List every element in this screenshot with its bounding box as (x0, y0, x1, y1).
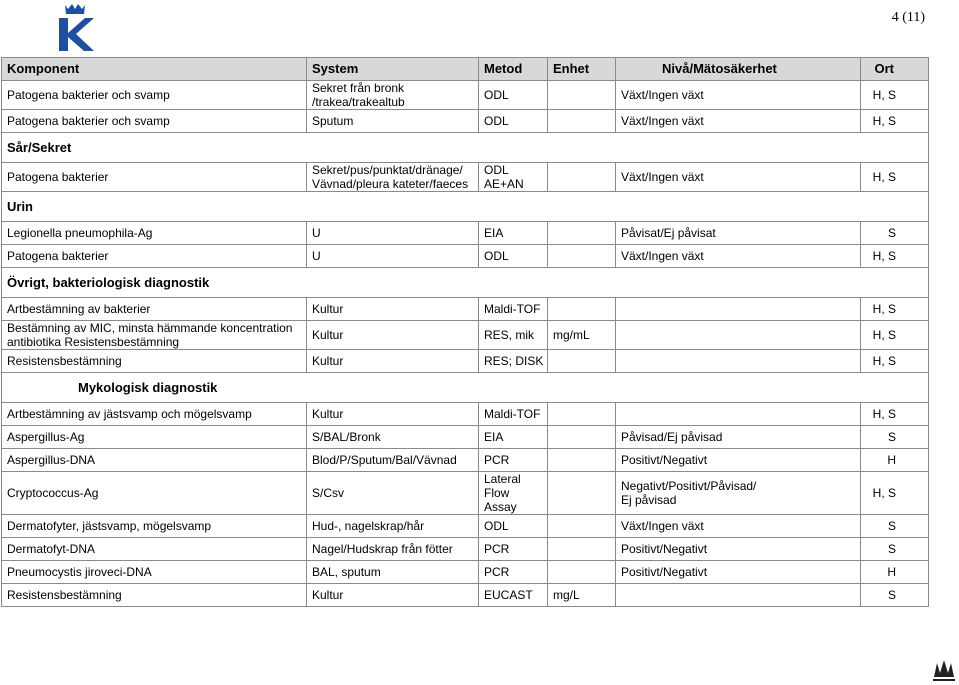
cell-metod: EIA (479, 426, 548, 449)
cell-metod: RES; DISK (479, 350, 548, 373)
analysis-table (1, 57, 929, 607)
cell-metod: PCR (479, 561, 548, 584)
table-row (2, 350, 929, 373)
cell-enhet (548, 163, 616, 192)
header-ort: Ort (861, 58, 929, 81)
cell-komponent: Bestämning av MIC, minsta hämmande koncentration antibiotika Resistensbestämning (2, 321, 307, 350)
karolinska-logo (56, 3, 94, 51)
cell-niva: Växt/Ingen växt (616, 81, 861, 110)
table-row (2, 561, 929, 584)
table-row (2, 81, 929, 110)
cell-system: Sekret från bronk /trakea/trakealtub (307, 81, 479, 110)
cell-niva: Negativt/Positivt/Påvisad/ Ej påvisad (616, 472, 861, 515)
section-title: Urin (2, 192, 929, 222)
section-header-row (2, 373, 929, 403)
header-system: System (307, 58, 479, 81)
header-enhet: Enhet (548, 58, 616, 81)
cell-niva: Positivt/Negativt (616, 561, 861, 584)
table-row (2, 472, 929, 515)
cell-ort: S (861, 222, 929, 245)
table-row (2, 321, 929, 350)
cell-enhet (548, 426, 616, 449)
cell-niva: Positivt/Negativt (616, 538, 861, 561)
cell-system: Nagel/Hudskrap från fötter (307, 538, 479, 561)
cell-niva (616, 584, 861, 607)
cell-niva (616, 350, 861, 373)
cell-ort: S (861, 515, 929, 538)
cell-niva: Växt/Ingen växt (616, 163, 861, 192)
section-title: Mykologisk diagnostik (2, 373, 929, 403)
cell-ort: S (861, 584, 929, 607)
section-title: Övrigt, bakteriologisk diagnostik (2, 268, 929, 298)
cell-komponent: Cryptococcus-Ag (2, 472, 307, 515)
table-row (2, 245, 929, 268)
cell-ort: H, S (861, 321, 929, 350)
cell-system: Kultur (307, 298, 479, 321)
cell-niva: Växt/Ingen växt (616, 110, 861, 133)
table-row (2, 110, 929, 133)
table-row (2, 538, 929, 561)
cell-metod: ODL (479, 110, 548, 133)
cell-metod: RES, mik (479, 321, 548, 350)
cell-niva: Växt/Ingen växt (616, 515, 861, 538)
cell-system: Kultur (307, 350, 479, 373)
cell-system: S/BAL/Bronk (307, 426, 479, 449)
cell-enhet: mg/mL (548, 321, 616, 350)
cell-metod: EUCAST (479, 584, 548, 607)
cell-enhet (548, 561, 616, 584)
cell-ort: S (861, 538, 929, 561)
cell-komponent: Patogena bakterier (2, 163, 307, 192)
section-header-row (2, 133, 929, 163)
cell-komponent: Resistensbestämning (2, 350, 307, 373)
cell-ort: H (861, 561, 929, 584)
cell-komponent: Resistensbestämning (2, 584, 307, 607)
cell-enhet (548, 403, 616, 426)
cell-komponent: Pneumocystis jiroveci-DNA (2, 561, 307, 584)
cell-ort: H (861, 449, 929, 472)
cell-enhet (548, 538, 616, 561)
cell-ort: H, S (861, 403, 929, 426)
cell-enhet (548, 298, 616, 321)
cell-niva: Växt/Ingen växt (616, 245, 861, 268)
cell-komponent: Dermatofyt-DNA (2, 538, 307, 561)
cell-komponent: Aspergillus-DNA (2, 449, 307, 472)
cell-ort: S (861, 426, 929, 449)
cell-metod: ODL (479, 515, 548, 538)
cell-komponent: Artbestämning av bakterier (2, 298, 307, 321)
section-title: Sår/Sekret (2, 133, 929, 163)
cell-enhet: mg/L (548, 584, 616, 607)
table-row (2, 426, 929, 449)
cell-enhet (548, 350, 616, 373)
cell-metod: Maldi-TOF (479, 403, 548, 426)
section-header-row (2, 268, 929, 298)
cell-komponent: Patogena bakterier och svamp (2, 110, 307, 133)
cell-system: BAL, sputum (307, 561, 479, 584)
cell-komponent: Dermatofyter, jästsvamp, mögelsvamp (2, 515, 307, 538)
cell-ort: H, S (861, 110, 929, 133)
cell-metod: PCR (479, 449, 548, 472)
cell-system: S/Csv (307, 472, 479, 515)
cell-komponent: Artbestämning av jästsvamp och mögelsvamp (2, 403, 307, 426)
cell-ort: H, S (861, 163, 929, 192)
cell-enhet (548, 449, 616, 472)
cell-system: Sputum (307, 110, 479, 133)
cell-enhet (548, 245, 616, 268)
cell-niva (616, 298, 861, 321)
cell-enhet (548, 515, 616, 538)
table-row (2, 222, 929, 245)
cell-niva: Påvisat/Ej påvisat (616, 222, 861, 245)
cell-niva: Påvisad/Ej påvisad (616, 426, 861, 449)
cell-komponent: Patogena bakterier (2, 245, 307, 268)
table-header-row (2, 58, 929, 81)
cell-system: Sekret/pus/punktat/dränage/ Vävnad/pleura kateter/faeces (307, 163, 479, 192)
table-row (2, 403, 929, 426)
page-number: 4 (11) (891, 10, 925, 25)
cell-enhet (548, 222, 616, 245)
table-row (2, 449, 929, 472)
header-metod: Metod (479, 58, 548, 81)
cell-metod: ODL (479, 245, 548, 268)
cell-system: Kultur (307, 584, 479, 607)
cell-system: U (307, 222, 479, 245)
cell-komponent: Aspergillus-Ag (2, 426, 307, 449)
header-komponent: Komponent (2, 58, 307, 81)
cell-metod: ODL AE+AN (479, 163, 548, 192)
table-row (2, 515, 929, 538)
table-row (2, 298, 929, 321)
cell-niva (616, 403, 861, 426)
cell-metod: ODL (479, 81, 548, 110)
cell-komponent: Legionella pneumophila-Ag (2, 222, 307, 245)
cell-komponent: Patogena bakterier och svamp (2, 81, 307, 110)
footer-crown-logo (931, 657, 957, 683)
cell-metod: Lateral Flow Assay (479, 472, 548, 515)
cell-ort: H, S (861, 472, 929, 515)
cell-metod: PCR (479, 538, 548, 561)
cell-metod: Maldi-TOF (479, 298, 548, 321)
cell-niva (616, 321, 861, 350)
cell-metod: EIA (479, 222, 548, 245)
cell-ort: H, S (861, 350, 929, 373)
cell-system: Kultur (307, 321, 479, 350)
cell-ort: H, S (861, 298, 929, 321)
table-row (2, 584, 929, 607)
cell-niva: Positivt/Negativt (616, 449, 861, 472)
cell-enhet (548, 110, 616, 133)
cell-system: Kultur (307, 403, 479, 426)
table-row (2, 163, 929, 192)
section-header-row (2, 192, 929, 222)
cell-system: U (307, 245, 479, 268)
header-niva: Nivå/Mätosäkerhet (616, 58, 861, 81)
cell-ort: H, S (861, 245, 929, 268)
cell-system: Blod/P/Sputum/Bal/Vävnad (307, 449, 479, 472)
cell-ort: H, S (861, 81, 929, 110)
cell-enhet (548, 81, 616, 110)
cell-system: Hud-, nagelskrap/hår (307, 515, 479, 538)
cell-enhet (548, 472, 616, 515)
